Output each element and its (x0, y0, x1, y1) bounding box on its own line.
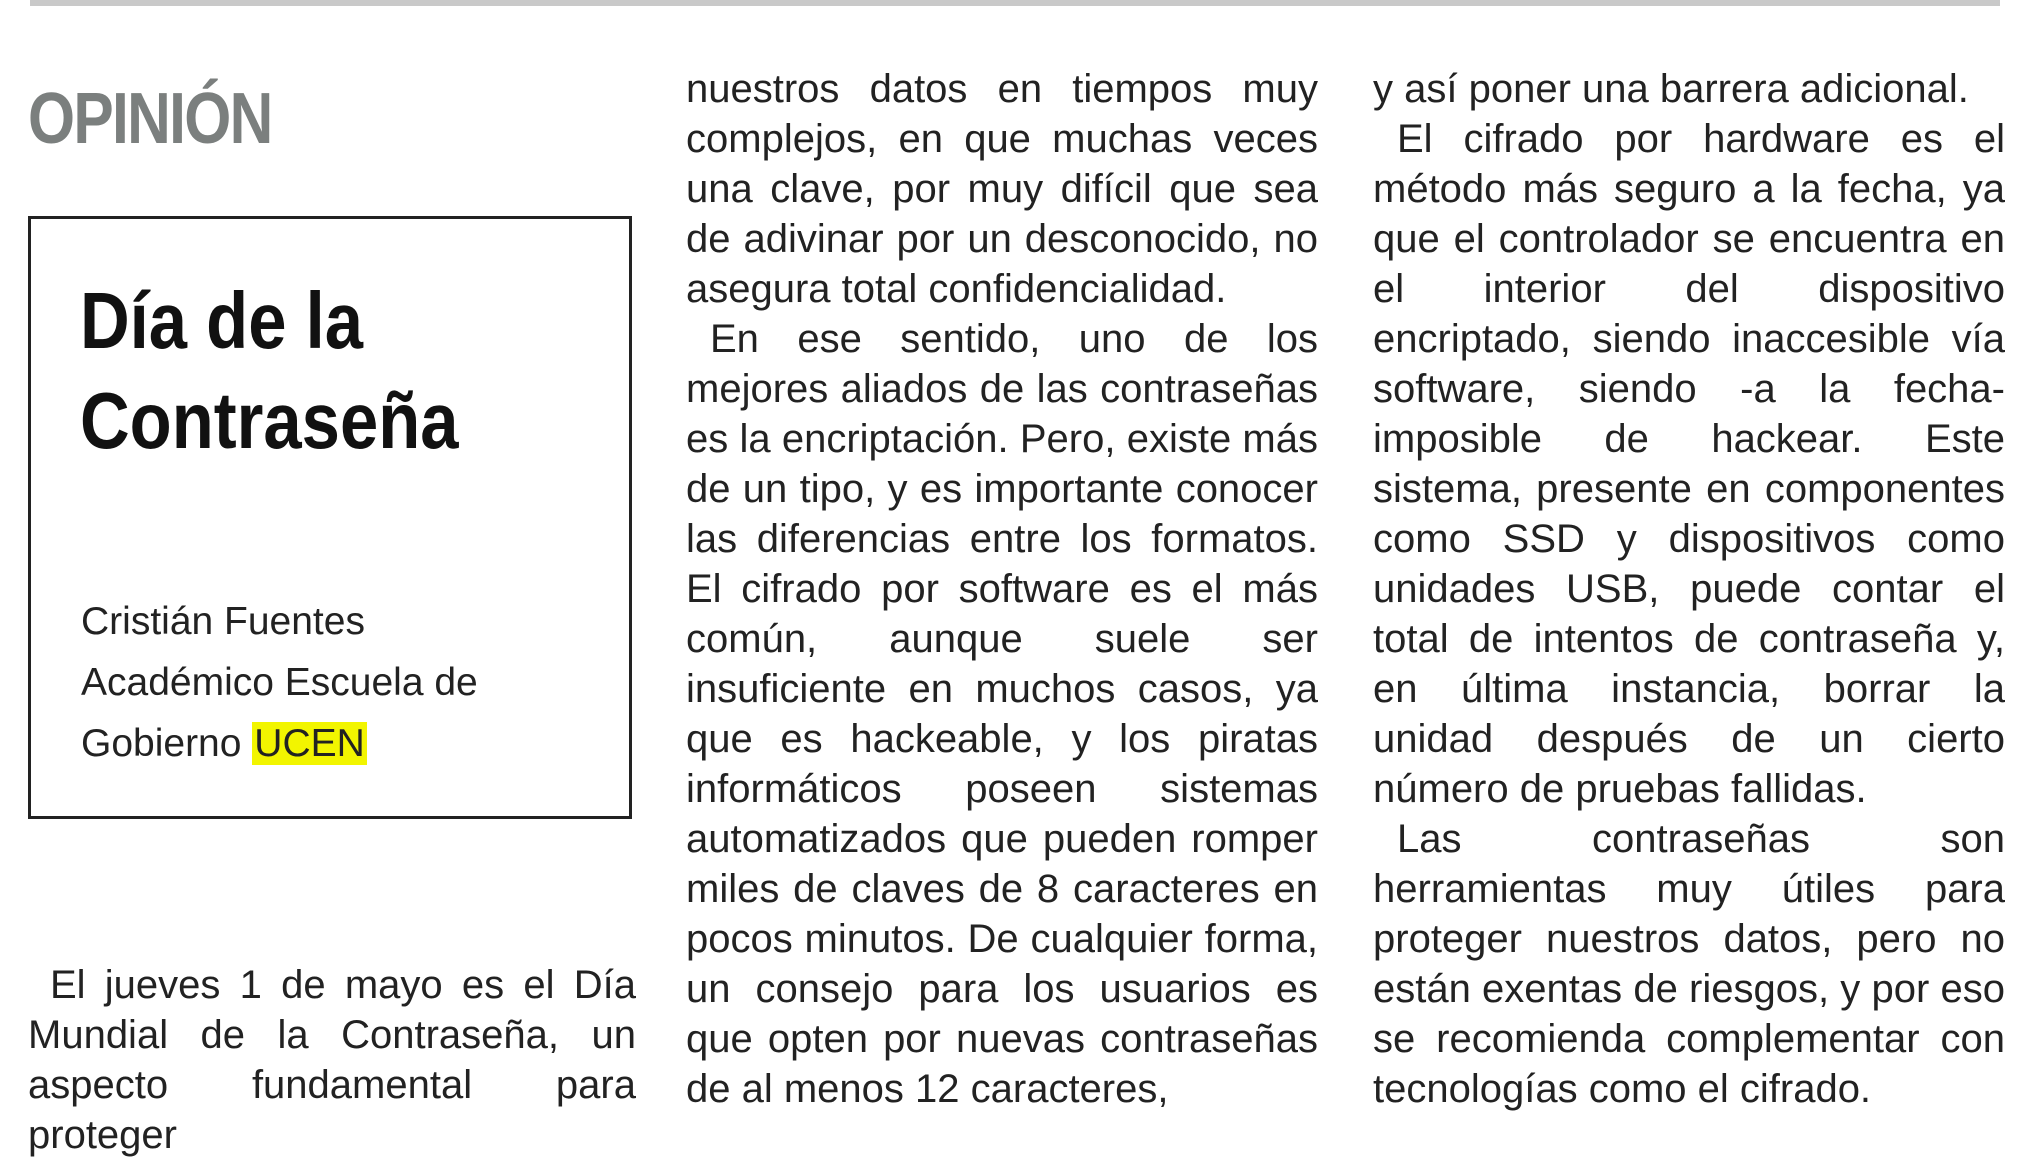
headline-box (28, 216, 632, 819)
highlighted-institution: UCEN (254, 722, 365, 765)
headline-line-2: Contraseña (80, 376, 459, 465)
top-rule (30, 0, 2000, 6)
author-role-line-2 (81, 713, 601, 774)
column-2-paragraph-2: En ese sentido, uno de los mejores aliados de las contraseñas es la encriptación. Pero, existe más de un tipo, y es importante conocer las diferencias entre los formatos. El cifrado por software es el más común, aunque suele ser insuficiente en muchos casos, ya que es hackeable, y los piratas informáticos poseen sistemas automatizados que pueden romper miles de claves de 8 caracteres en pocos minutos. De cualquier forma, un consejo para los usuarios es que opten por nuevas contraseñas de al menos 12 caracteres, (686, 317, 1318, 1111)
column-3-paragraph-1: y así poner una barrera adicional. (1373, 67, 1969, 111)
author-role-line-1: Académico Escuela de (81, 661, 478, 704)
article-column-1 (28, 960, 636, 1157)
article-column-2 (686, 64, 1318, 1114)
article-column-3 (1373, 64, 2005, 1114)
section-label: OPINIÓN (28, 79, 272, 159)
column-3-paragraph-3: Las contraseñas son herramientas muy útiles para proteger nuestros datos, pero no están exentas de riesgos, y por eso se recomienda complementar con tecnologías como el cifrado. (1373, 817, 2005, 1111)
author-block (81, 591, 601, 774)
column-3-paragraph-2: El cifrado por hardware es el método más seguro a la fecha, ya que el controlador se encuentra en el interior del dispositivo encriptado, siendo inaccesible vía software, siendo -a la fecha- imposible de hackear. Este sistema, presente en componentes como SSD y dispositivos como unidades USB, puede contar el total de intentos de contraseña y, en última instancia, borrar la unidad después de un cierto número de pruebas fallidas. (1373, 117, 2005, 811)
headline-line-1: Día de la (80, 276, 363, 365)
author-role-prefix: Gobierno (81, 722, 253, 765)
column-1-paragraph: El jueves 1 de mayo es el Día Mundial de la Contraseña, un aspecto fundamental para proteger (28, 963, 636, 1157)
article-headline (80, 271, 459, 471)
author-name: Cristián Fuentes (81, 600, 365, 643)
column-2-paragraph-1: nuestros datos en tiempos muy complejos, en que muchas veces una clave, por muy difícil que sea de adivinar por un desconocido, no asegura total confidencialidad. (686, 67, 1318, 311)
